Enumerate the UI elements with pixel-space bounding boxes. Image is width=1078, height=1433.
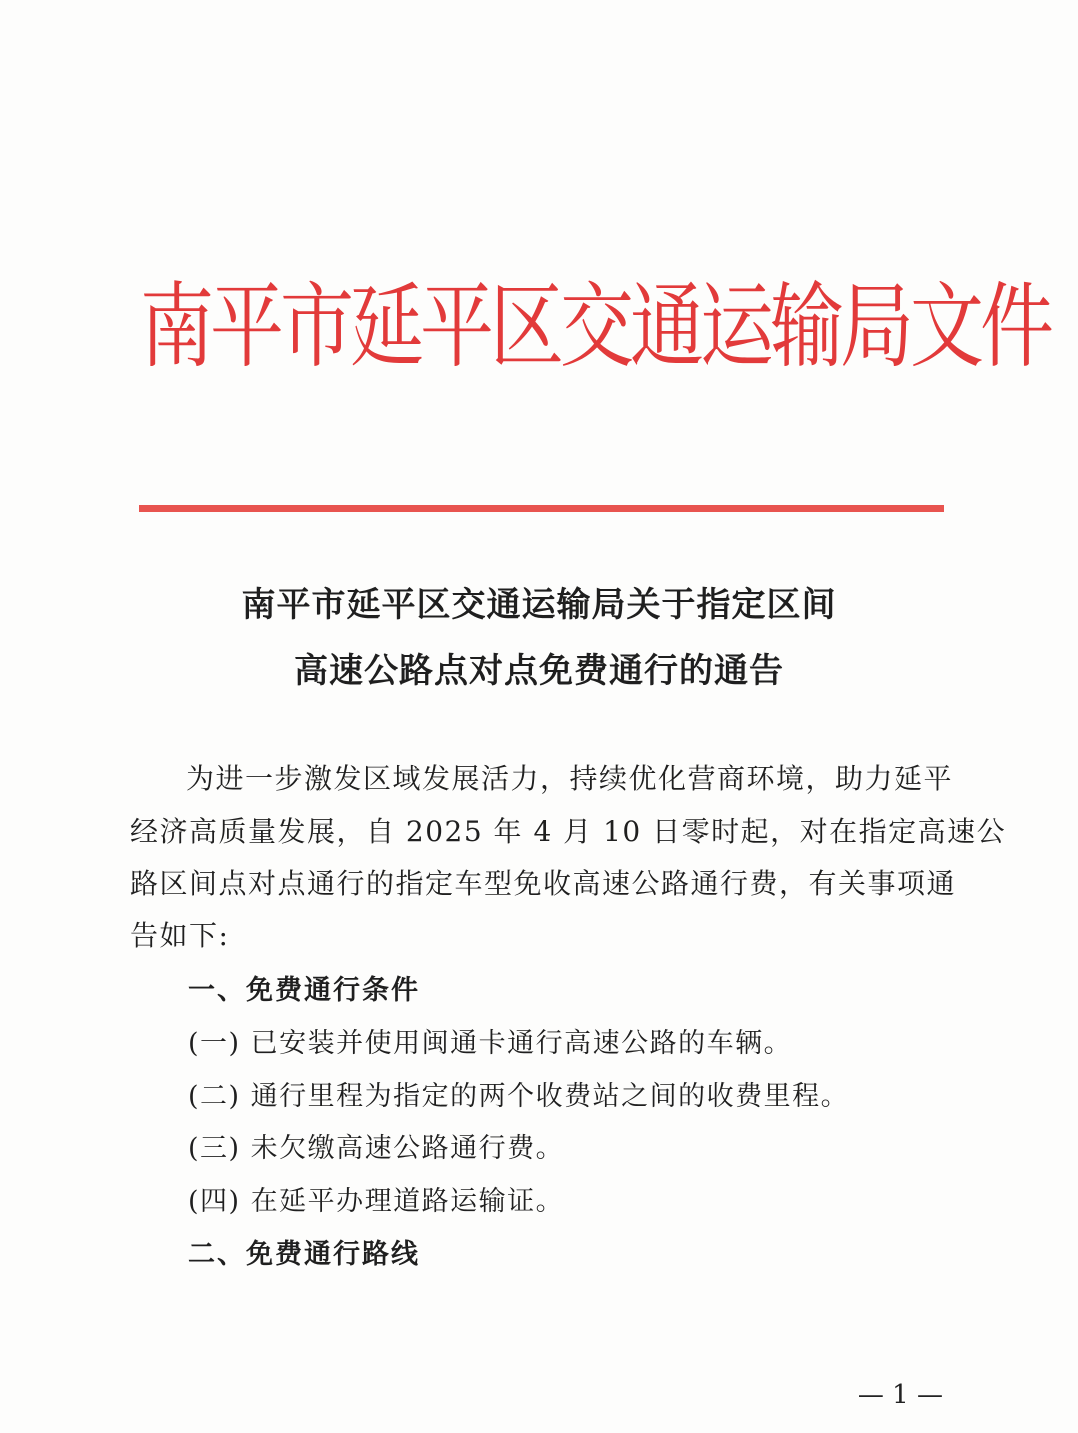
notice-title-line-2: 高速公路点对点免费通行的通告 <box>294 651 784 691</box>
intro-paragraph-line-2: 经济高质量发展，自 2025 年 4 月 10 日零时起，对在指定高速公 <box>130 815 1007 848</box>
condition-item-4: (四) 在延平办理道路运输证。 <box>188 1186 565 1217</box>
intro-paragraph-line-3: 路区间点对点通行的指定车型免收高速公路通行费，有关事项通 <box>130 867 957 900</box>
condition-item-2: (二) 通行里程为指定的两个收费站之间的收费里程。 <box>188 1081 850 1112</box>
section-1-heading: 一、免费通行条件 <box>188 975 420 1006</box>
page-number: — 1 — <box>857 1380 943 1410</box>
condition-item-3: (三) 未欠缴高速公路通行费。 <box>188 1133 565 1164</box>
intro-paragraph-line-1: 为进一步激发区域发展活力，持续优化营商环境，助力延平 <box>186 762 954 795</box>
intro-paragraph-line-4: 告如下: <box>130 919 230 952</box>
notice-title-line-1: 南平市延平区交通运输局关于指定区间 <box>241 585 837 625</box>
red-divider-rule <box>139 505 944 512</box>
document-header-title: 南平市延平区交通运输局文件 <box>140 273 1050 381</box>
condition-item-1: (一) 已安装并使用闽通卡通行高速公路的车辆。 <box>188 1028 793 1059</box>
section-2-heading: 二、免费通行路线 <box>188 1239 420 1270</box>
